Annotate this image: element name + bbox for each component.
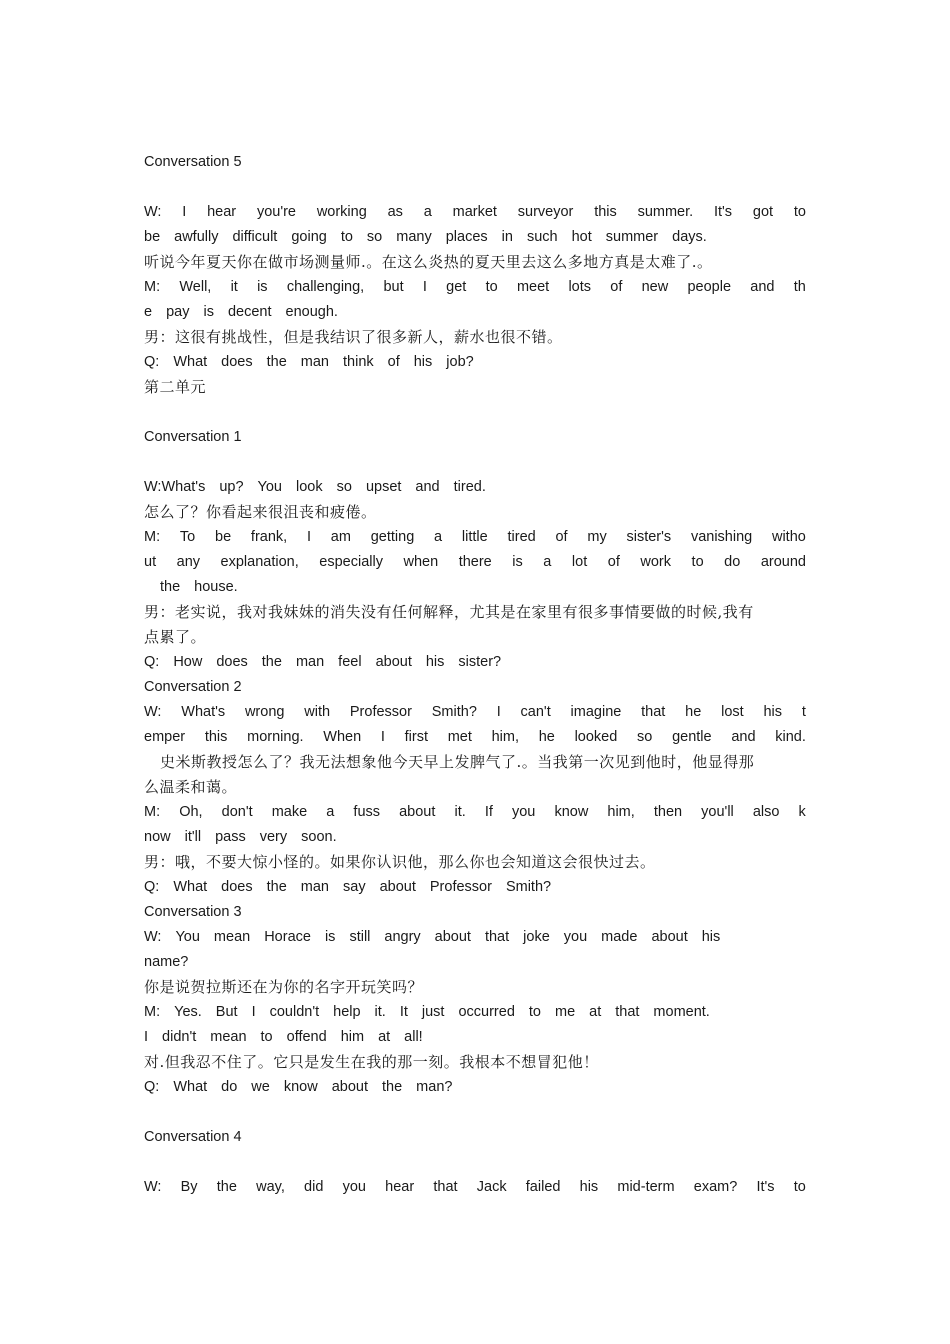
word: around	[760, 554, 806, 570]
word: kind.	[775, 729, 806, 745]
word: sister?	[458, 654, 502, 670]
word: you'll	[701, 804, 734, 820]
word: a	[326, 804, 335, 820]
translation-line: 史米斯教授怎么了？我无法想象他今天早上发脾气了.。当我第一次见到他时，他显得那	[160, 753, 755, 771]
word: the	[266, 879, 287, 895]
word: summer	[605, 229, 659, 245]
word: very	[259, 829, 288, 845]
word: k	[798, 804, 806, 820]
word: his	[425, 654, 445, 670]
word: my	[587, 529, 607, 545]
word: to	[528, 1004, 541, 1020]
word: that	[615, 1004, 640, 1020]
word: What's	[181, 704, 226, 720]
word: a	[543, 554, 552, 570]
dialogue-line	[144, 1175, 806, 1200]
word: him,	[607, 804, 635, 820]
word: the	[160, 579, 181, 595]
word: difficult	[232, 229, 278, 245]
dialogue-line	[144, 1000, 806, 1025]
word: people	[687, 279, 732, 295]
text-line: Conversation 1	[144, 429, 242, 445]
word: occurred	[458, 1004, 515, 1020]
word: failed	[525, 1179, 561, 1195]
word: didn't	[162, 1029, 197, 1045]
translation-line: 听说今年夏天你在做市场测量师.。在这么炎热的夏天里去这么多地方真是太难了.。	[144, 253, 713, 271]
word: to	[691, 554, 704, 570]
blank-line	[144, 1100, 806, 1125]
word: But	[215, 1004, 238, 1020]
word: when	[403, 554, 439, 570]
word: you	[342, 1179, 366, 1195]
word: moment.	[653, 1004, 710, 1020]
word: house.	[194, 579, 238, 595]
word: How	[173, 654, 203, 670]
word: What	[173, 1079, 208, 1095]
word: this	[594, 204, 617, 220]
word: What	[173, 354, 208, 370]
word: so	[336, 479, 352, 495]
word: It	[399, 1004, 408, 1020]
word: is	[257, 279, 268, 295]
word: can't	[520, 704, 551, 720]
word: does	[221, 354, 253, 370]
word: so	[637, 729, 653, 745]
word: to	[485, 279, 498, 295]
translation-line: 你是说贺拉斯还在为你的名字开玩笑吗？	[144, 978, 424, 996]
word: couldn't	[269, 1004, 320, 1020]
word: and	[415, 479, 440, 495]
word: market	[452, 204, 497, 220]
word: got	[752, 204, 774, 220]
word: getting	[370, 529, 415, 545]
word: I	[251, 1004, 256, 1020]
word: the	[382, 1079, 403, 1095]
word: exam?	[693, 1179, 738, 1195]
word: By	[180, 1179, 198, 1195]
word: soon.	[301, 829, 337, 845]
word: W:	[144, 204, 162, 220]
text-line: Conversation 2	[144, 679, 242, 695]
word: Professor	[429, 879, 492, 895]
word: mid-term	[617, 1179, 675, 1195]
word: e	[144, 304, 153, 320]
word: M:	[144, 529, 161, 545]
word: You	[175, 929, 200, 945]
word: I	[422, 279, 427, 295]
word: him	[340, 1029, 365, 1045]
translation-line: 男：这很有挑战性，但是我结识了很多新人，薪水也很不错。	[144, 328, 563, 346]
word: emper	[144, 729, 186, 745]
translation-line: 么温柔和蔼。	[144, 778, 238, 796]
word: W:	[144, 704, 162, 720]
word: th	[793, 279, 806, 295]
word: about	[651, 929, 688, 945]
dialogue-line	[144, 200, 806, 225]
word: at	[378, 1029, 391, 1045]
translation-line: 第二单元	[144, 378, 207, 396]
word: make	[271, 804, 308, 820]
word: pay	[166, 304, 190, 320]
word: Yes.	[174, 1004, 202, 1020]
word: If	[484, 804, 493, 820]
word: explanation,	[220, 554, 299, 570]
word: think	[343, 354, 374, 370]
dialogue-line	[144, 475, 806, 500]
text-line: Conversation 4	[144, 1129, 242, 1145]
word: offend	[286, 1029, 327, 1045]
dialogue-line	[144, 550, 806, 575]
word: at	[589, 1004, 602, 1020]
word: get	[446, 279, 467, 295]
word: It's	[713, 204, 733, 220]
word: fuss	[353, 804, 381, 820]
word: with	[304, 704, 331, 720]
word: don't	[221, 804, 253, 820]
word: his	[413, 354, 433, 370]
word: a	[434, 529, 443, 545]
word: imagine	[570, 704, 622, 720]
word: that	[484, 929, 510, 945]
word: now	[144, 829, 171, 845]
word: be	[144, 229, 161, 245]
word: many	[396, 229, 432, 245]
word: up?	[219, 479, 244, 495]
word: morning.	[247, 729, 304, 745]
word: also	[752, 804, 780, 820]
word: he	[538, 729, 555, 745]
dialogue-line	[144, 575, 806, 600]
word: to	[260, 1029, 273, 1045]
word: Q:	[144, 1079, 160, 1095]
word: frank,	[250, 529, 288, 545]
word: pass	[215, 829, 246, 845]
word: but	[383, 279, 404, 295]
word: all!	[404, 1029, 423, 1045]
blank-line	[144, 400, 806, 425]
word: W:What's	[144, 479, 206, 495]
text-line: Conversation 5	[144, 154, 242, 170]
document-page	[144, 150, 806, 1200]
word: as	[387, 204, 403, 220]
word: that	[641, 704, 666, 720]
word: there	[458, 554, 492, 570]
word: and	[731, 729, 756, 745]
word: am	[330, 529, 351, 545]
blank-line	[144, 175, 806, 200]
word: and	[750, 279, 775, 295]
word: of	[610, 279, 623, 295]
word: little	[461, 529, 488, 545]
word: I	[380, 729, 385, 745]
word: his	[701, 929, 721, 945]
word: you	[563, 929, 588, 945]
word: it.	[374, 1004, 386, 1020]
word: of	[607, 554, 620, 570]
word: about	[331, 1079, 368, 1095]
word: places	[445, 229, 488, 245]
word: be	[215, 529, 232, 545]
word: me	[554, 1004, 576, 1020]
word: M:	[144, 279, 161, 295]
word: M:	[144, 804, 161, 820]
word: any	[176, 554, 201, 570]
word: it'll	[184, 829, 202, 845]
dialogue-line	[144, 650, 806, 675]
word: joke	[523, 929, 550, 945]
word: this	[204, 729, 228, 745]
word: to	[793, 204, 806, 220]
word: does	[221, 879, 253, 895]
word: then	[653, 804, 683, 820]
dialogue-line	[144, 350, 806, 375]
word: I	[306, 529, 311, 545]
word: man	[295, 654, 325, 670]
word: gentle	[672, 729, 712, 745]
word: his	[579, 1179, 599, 1195]
word: Smith?	[505, 879, 552, 895]
dialogue-line	[144, 725, 806, 750]
word: is	[512, 554, 523, 570]
word: meet	[516, 279, 550, 295]
word: say	[343, 879, 366, 895]
word: him,	[491, 729, 519, 745]
word: way,	[256, 1179, 285, 1195]
word: man?	[416, 1079, 453, 1095]
word: hear	[207, 204, 237, 220]
dialogue-line	[144, 225, 806, 250]
blank-line	[144, 450, 806, 475]
text-line: Conversation 3	[144, 904, 242, 920]
word: his	[763, 704, 783, 720]
word: going	[291, 229, 327, 245]
word: know	[283, 1079, 318, 1095]
word: made	[601, 929, 638, 945]
word: do	[221, 1079, 238, 1095]
word: It's	[756, 1179, 775, 1195]
word: Q:	[144, 354, 160, 370]
word: did	[304, 1179, 324, 1195]
word: awfully	[174, 229, 219, 245]
word: W:	[144, 1179, 162, 1195]
word: To	[179, 529, 196, 545]
word: Jack	[476, 1179, 507, 1195]
word: I	[182, 204, 187, 220]
word: Smith?	[431, 704, 477, 720]
dialogue-line	[144, 800, 806, 825]
word: does	[216, 654, 248, 670]
word: wrong	[244, 704, 285, 720]
dialogue-line	[144, 875, 806, 900]
word: you	[511, 804, 536, 820]
word: about	[379, 879, 416, 895]
word: know	[554, 804, 589, 820]
word: Horace	[264, 929, 311, 945]
word: angry	[384, 929, 421, 945]
word: tired.	[453, 479, 486, 495]
word: working	[316, 204, 367, 220]
word: job?	[446, 354, 474, 370]
dialogue-line	[144, 525, 806, 550]
word: to	[793, 1179, 806, 1195]
word: Q:	[144, 879, 160, 895]
translation-line: 男：哦，不要大惊小怪的。如果你认识他，那么你也会知道这会很快过去。	[144, 853, 656, 871]
word: new	[641, 279, 669, 295]
dialogue-line	[144, 1075, 806, 1100]
word: to	[340, 229, 353, 245]
word: met	[447, 729, 472, 745]
word: I	[496, 704, 501, 720]
word: such	[526, 229, 558, 245]
word: days.	[672, 229, 707, 245]
word: vanishing	[690, 529, 753, 545]
word: he	[685, 704, 702, 720]
word: the	[266, 354, 287, 370]
word: Professor	[349, 704, 412, 720]
word: that	[433, 1179, 458, 1195]
word: of	[387, 354, 400, 370]
word: mean	[210, 1029, 247, 1045]
word: of	[555, 529, 568, 545]
word: sister's	[626, 529, 672, 545]
word: summer.	[637, 204, 694, 220]
word: hear	[385, 1179, 415, 1195]
word: t	[801, 704, 806, 720]
dialogue-line	[144, 1025, 806, 1050]
word: a	[423, 204, 432, 220]
word: Q:	[144, 654, 160, 670]
word: tired	[507, 529, 536, 545]
word: man	[300, 354, 329, 370]
word: about	[399, 804, 436, 820]
word: M:	[144, 1004, 161, 1020]
translation-line: 点累了。	[144, 628, 207, 646]
word: W:	[144, 929, 162, 945]
dialogue-line	[144, 300, 806, 325]
word: ut	[144, 554, 157, 570]
translation-line: 男：老实说，我对我妹妹的消失没有任何解释，尤其是在家里有很多事情要做的时候,我有	[144, 603, 754, 621]
word: lots	[568, 279, 592, 295]
blank-line	[144, 1150, 806, 1175]
word: lot	[571, 554, 588, 570]
word: man	[300, 879, 329, 895]
word: feel	[338, 654, 362, 670]
word: decent	[227, 304, 272, 320]
word: still	[349, 929, 371, 945]
word: upset	[365, 479, 402, 495]
word: help	[333, 1004, 361, 1020]
word: about	[434, 929, 471, 945]
word: challenging,	[286, 279, 365, 295]
word: mean	[213, 929, 251, 945]
dialogue-line	[144, 700, 806, 725]
word: just	[421, 1004, 445, 1020]
word: the	[261, 654, 282, 670]
word: witho	[771, 529, 806, 545]
word: work	[640, 554, 672, 570]
word: about	[375, 654, 412, 670]
text-line: name?	[144, 954, 189, 970]
word: the	[216, 1179, 237, 1195]
dialogue-line	[144, 925, 806, 950]
word: Well,	[179, 279, 212, 295]
dialogue-line	[144, 825, 806, 850]
word: looked	[574, 729, 618, 745]
word: You	[257, 479, 282, 495]
word: look	[296, 479, 323, 495]
translation-line: 怎么了？你看起来很沮丧和疲倦。	[144, 503, 377, 521]
word: lost	[721, 704, 744, 720]
word: first	[404, 729, 428, 745]
word: is	[203, 304, 214, 320]
word: especially	[319, 554, 383, 570]
word: do	[724, 554, 741, 570]
dialogue-line	[144, 275, 806, 300]
word: I	[144, 1029, 149, 1045]
word: What	[173, 879, 208, 895]
word: it	[230, 279, 238, 295]
word: When	[323, 729, 362, 745]
word: you're	[256, 204, 296, 220]
word: is	[324, 929, 336, 945]
word: so	[366, 229, 383, 245]
word: we	[251, 1079, 270, 1095]
word: surveyor	[517, 204, 574, 220]
word: hot	[571, 229, 592, 245]
translation-line: 对.但我忍不住了。它只是发生在我的那一刻。我根本不想冒犯他！	[144, 1053, 599, 1071]
word: in	[501, 229, 513, 245]
word: Oh,	[179, 804, 203, 820]
word: enough.	[285, 304, 338, 320]
word: it.	[454, 804, 466, 820]
